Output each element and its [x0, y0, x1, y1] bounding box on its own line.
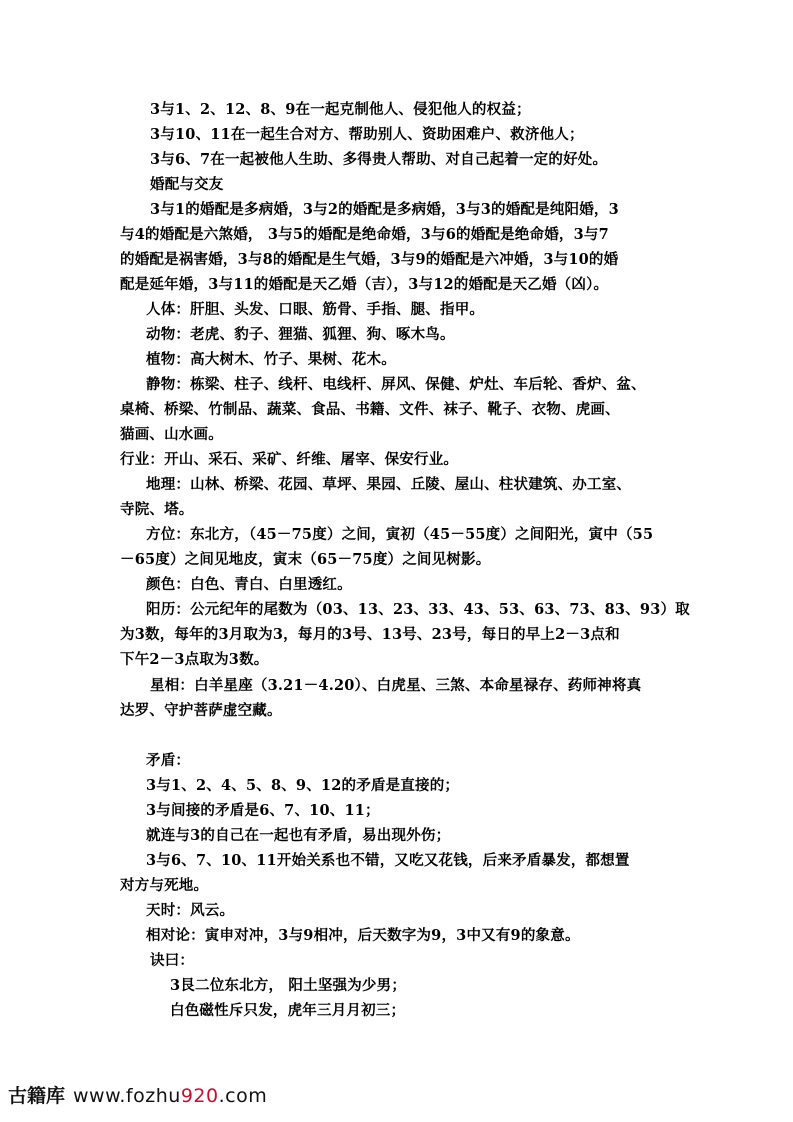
text-line: 3与6、7、10、11开始关系也不错，又吃又花钱，后来矛盾暴发，都想置: [146, 852, 630, 869]
text-line: 静物：栋梁、柱子、线杆、电线杆、屏风、保健、炉灶、车后轮、香炉、盆、: [146, 376, 646, 393]
text-line: 达罗、守护菩萨虚空藏。: [120, 702, 282, 719]
text-line: 动物：老虎、豹子、狸猫、狐狸、狗、啄木鸟。: [146, 326, 455, 343]
text-line: 为3数，每年的3月取为3，每月的3号、13号、23号，每日的早上2－3点和: [120, 626, 620, 643]
text-line: 人体：肝胆、头发、口眼、筋骨、手指、腿、指甲。: [146, 301, 485, 318]
text-line: 对方与死地。: [120, 877, 209, 894]
text-line: 天时：风云。: [146, 902, 235, 919]
text-line: 行业：开山、采石、采矿、纤维、屠宰、保安行业。: [120, 451, 459, 468]
text-line: 的婚配是祸害婚，3与8的婚配是生气婚，3与9的婚配是六冲婚，3与10的婚: [120, 251, 619, 268]
text-line: 猫画、山水画。: [120, 426, 223, 443]
site-watermark: [8, 1084, 267, 1108]
text-line: 3与间接的矛盾是6、7、10、11；: [146, 802, 380, 819]
text-line: 下午2－3点取为3数。: [120, 651, 269, 668]
text-line: 颜色：白色、青白、白里透红。: [146, 576, 352, 593]
site-domain: [73, 1085, 267, 1107]
text-line: 配是延年婚，3与11的婚配是天乙婚（吉），3与12的婚配是天乙婚（凶）。: [120, 276, 609, 293]
text-line: 3与1、2、12、8、9在一起克制他人、侵犯他人的权益；: [150, 101, 531, 118]
text-line: 方位：东北方，（45－75度）之间，寅初（45－55度）之间阳光，寅中（55: [146, 526, 654, 543]
text-line: 3与1的婚配是多病婚，3与2的婚配是多病婚，3与3的婚配是纯阳婚，3: [150, 201, 619, 218]
site-domain-number: 920: [180, 1085, 219, 1107]
text-line: 阳历：公元纪年的尾数为（03、13、23、33、43、53、63、73、83、93）取: [146, 601, 690, 618]
text-line: 星相：白羊星座（3.21－4.20）、白虎星、三煞、本命星禄存、药师神将真: [150, 677, 642, 694]
verse-line: 白色磁性斥只发，虎年三月月初三；: [170, 1002, 406, 1019]
site-domain-suffix: .com: [218, 1085, 268, 1107]
site-brand: 古籍库: [8, 1085, 66, 1107]
section-heading: 矛盾：: [146, 752, 191, 769]
text-line: 地理：山林、桥梁、花园、草坪、果园、丘陵、屋山、柱状建筑、办工室、: [146, 476, 632, 493]
section-heading: 婚配与交友: [150, 176, 224, 193]
text-line: 就连与3的自己在一起也有矛盾，易出现外伤；: [146, 827, 451, 844]
text-line: 3与6、7在一起被他人生助、多得贵人帮助、对自己起着一定的好处。: [150, 151, 608, 168]
text-line: 桌椅、桥梁、竹制品、蔬菜、食品、书籍、文件、袜子、靴子、衣物、虎画、: [120, 401, 620, 418]
text-line: 3与10、11在一起生合对方、帮助别人、资助困难户、救济他人；: [150, 126, 584, 143]
text-line: 3与1、2、4、5、8、9、12的矛盾是直接的；: [146, 777, 460, 794]
text-line: 植物：高大树木、竹子、果树、花木。: [146, 351, 396, 368]
text-line: －65度）之间见地皮，寅末（65－75度）之间见树影。: [120, 551, 491, 568]
text-line: 相对论：寅申对冲，3与9相冲，后天数字为9，3中又有9的象意。: [146, 927, 580, 944]
text-line: 寺院、塔。: [120, 501, 194, 518]
verse-line: 3艮二位东北方， 阳土坚强为少男；: [170, 977, 407, 994]
site-domain-prefix: www.fozhu: [73, 1085, 181, 1107]
text-line: 与4的婚配是六煞婚， 3与5的婚配是绝命婚，3与6的婚配是绝命婚，3与7: [120, 226, 609, 243]
section-heading: 诀曰：: [150, 952, 195, 969]
